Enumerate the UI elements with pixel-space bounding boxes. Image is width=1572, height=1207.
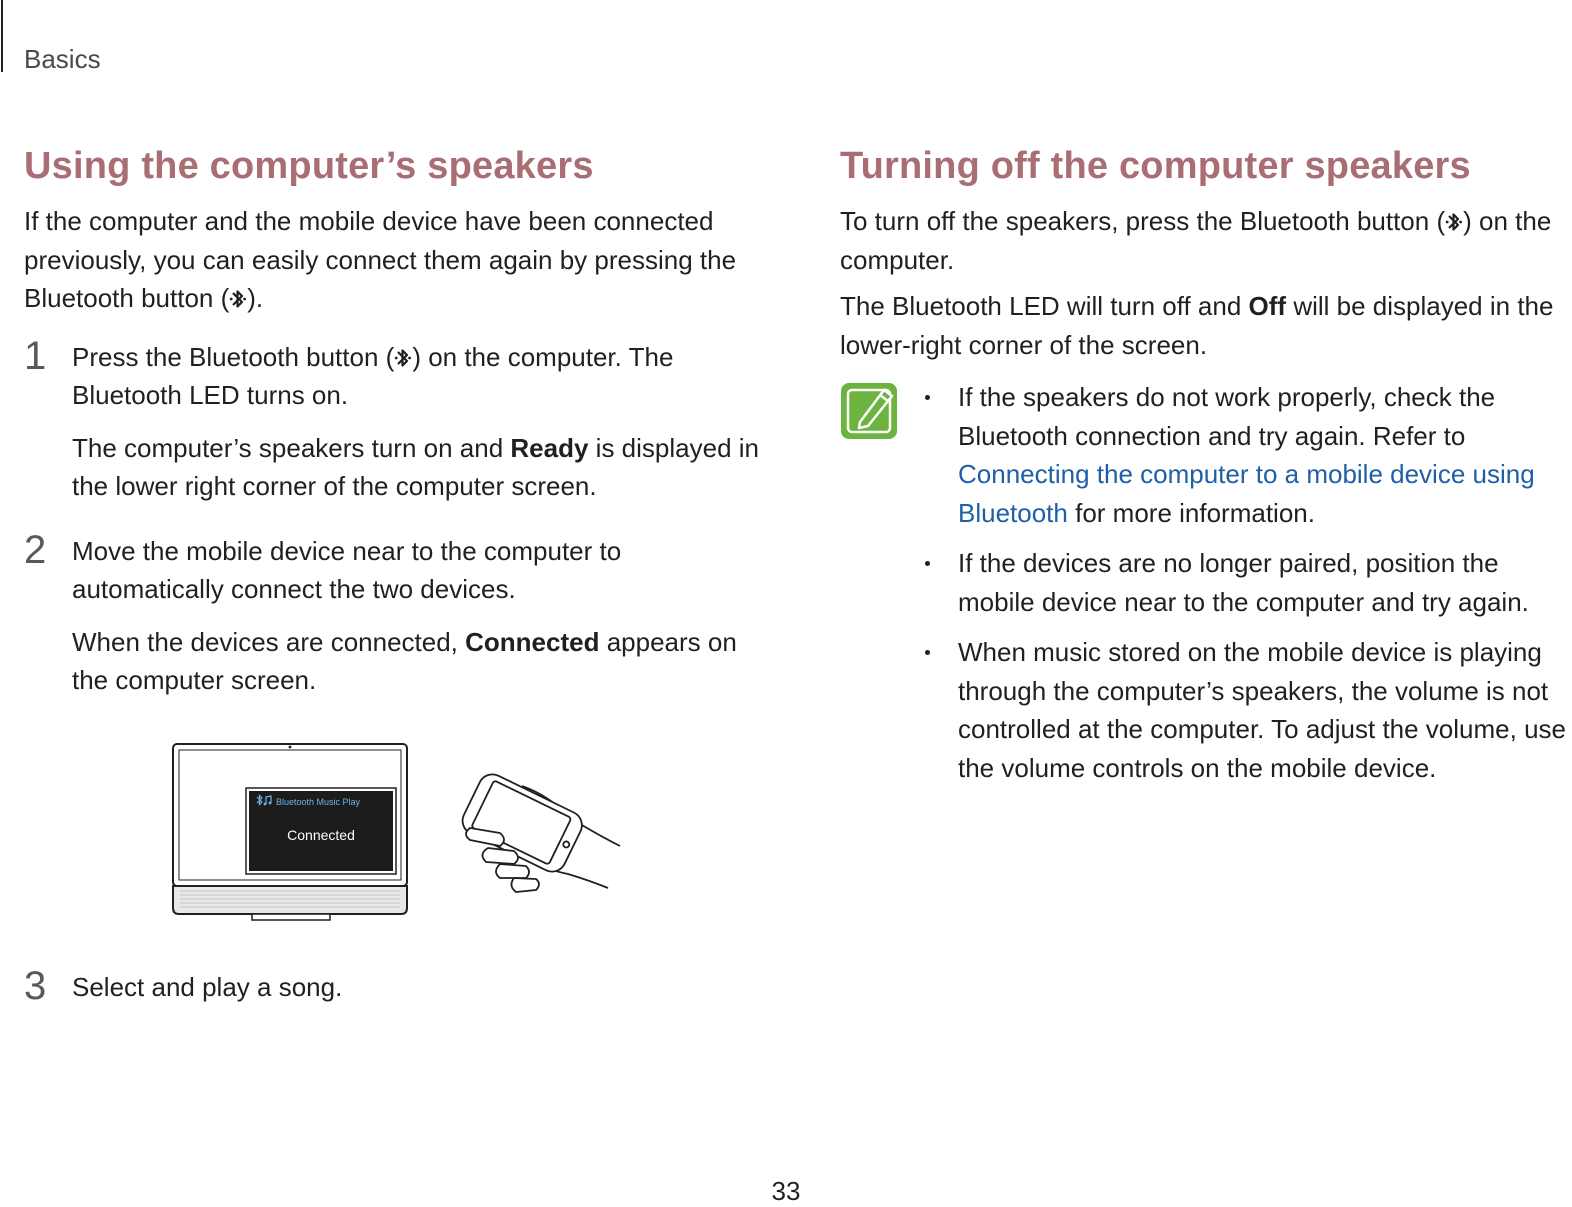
step-2 xyxy=(24,527,764,700)
step-3 xyxy=(24,964,812,1008)
bullet-dot xyxy=(925,561,930,566)
connection-illustration xyxy=(170,738,630,928)
note-item: If the devices are no longer paired, position the mobile device near to the computer and try again. xyxy=(920,544,1570,621)
page-number: 33 xyxy=(771,1176,801,1206)
step-text: Press the Bluetooth button ( ) on the computer. The Bluetooth LED turns on. xyxy=(72,341,674,410)
right-para-1: To turn off the speakers, press the Bluetooth button ( ) on the computer. xyxy=(840,206,1552,275)
note-list xyxy=(920,378,1570,799)
step-detail: When the devices are connected, Connected appears on the computer screen. xyxy=(72,626,737,695)
note-icon xyxy=(840,380,900,442)
note-item: If the speakers do not work properly, check the Bluetooth connection and try again. Refer to Connecting the computer to a mobile device using Bluetooth for more information. xyxy=(920,378,1570,532)
step-text: Select and play a song. xyxy=(72,972,343,1002)
left-column xyxy=(24,145,764,716)
right-column xyxy=(840,145,1570,364)
step-number: 1 xyxy=(24,333,47,378)
step-number: 2 xyxy=(24,527,47,572)
left-heading: Using the computer’s speakers xyxy=(24,145,594,187)
section-label: Basics xyxy=(24,44,101,74)
bluetooth-icon xyxy=(394,346,412,370)
step-detail: The computer’s speakers turn on and Ready is displayed in the lower right corner of the computer screen. xyxy=(72,432,759,501)
bluetooth-icon xyxy=(229,287,247,311)
bullet-dot xyxy=(925,395,930,400)
header-rule xyxy=(1,0,3,72)
step-text: Move the mobile device near to the computer to automatically connect the two devices. xyxy=(72,535,622,604)
computer-and-phone-drawing xyxy=(170,738,630,928)
popup-status: Connected xyxy=(287,827,355,843)
popup-title: Bluetooth Music Play xyxy=(276,797,361,807)
left-intro: If the computer and the mobile device have been connected previously, you can easily connect them again by pressing the Bluetooth button ( ). xyxy=(24,206,737,313)
phone-in-hand-icon xyxy=(458,770,620,892)
right-para-2: The Bluetooth LED will turn off and Off will be displayed in the lower-right corner of the screen. xyxy=(840,291,1554,360)
bullet-dot xyxy=(925,650,930,655)
bluetooth-icon xyxy=(1445,210,1463,234)
right-heading: Turning off the computer speakers xyxy=(840,145,1471,187)
connecting-link[interactable]: Connecting the computer to a mobile device using Bluetooth xyxy=(958,459,1535,528)
step-1 xyxy=(24,333,764,506)
note-item: When music stored on the mobile device is playing through the computer’s speakers, the volume is not controlled at the computer. To adjust the volume, use the volume controls on the mobile device. xyxy=(920,633,1570,787)
step-number: 3 xyxy=(24,964,47,1008)
